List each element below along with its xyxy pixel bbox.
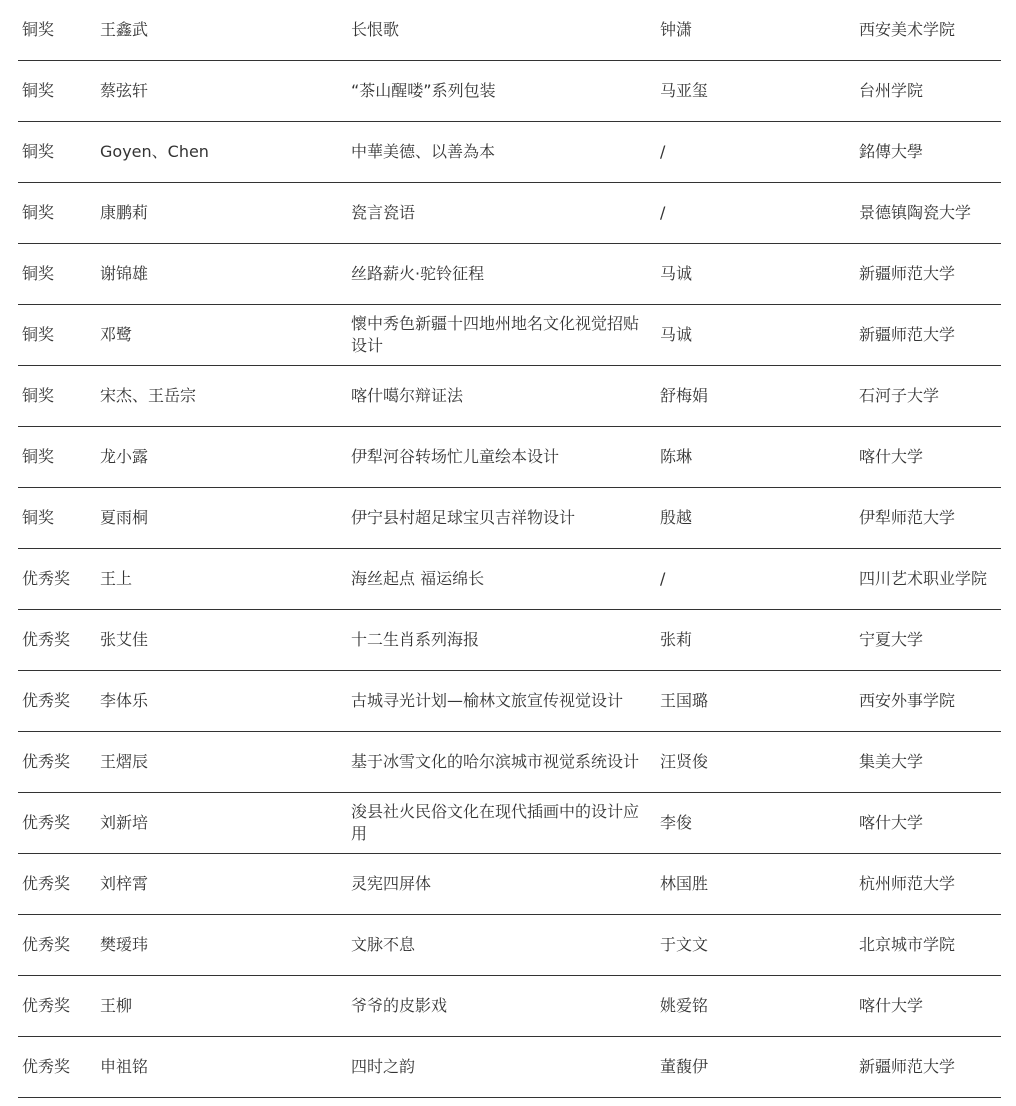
work-cell: 丝路薪火·驼铃征程	[347, 244, 656, 305]
author-cell: 蔡弦轩	[96, 61, 347, 122]
author-cell: 刘新培	[96, 793, 347, 854]
teacher-cell: 汪贤俊	[656, 732, 855, 793]
table-row	[18, 976, 1001, 1037]
award-cell: 铜奖	[18, 488, 96, 549]
work-cell: 四时之韵	[347, 1037, 656, 1098]
award-cell: 铜奖	[18, 122, 96, 183]
award-cell: 铜奖	[18, 427, 96, 488]
author-cell: 樊瑷玮	[96, 915, 347, 976]
award-cell: 铜奖	[18, 305, 96, 366]
teacher-cell: 舒梅娟	[656, 366, 855, 427]
work-cell: 懷中秀色新疆十四地州地名文化视觉招贴设计	[347, 305, 656, 366]
award-cell: 铜奖	[18, 366, 96, 427]
school-cell: 新疆师范大学	[855, 305, 1001, 366]
school-cell: 西安外事学院	[855, 671, 1001, 732]
teacher-cell: 马亚玺	[656, 61, 855, 122]
table-row	[18, 0, 1001, 61]
award-cell: 铜奖	[18, 183, 96, 244]
work-cell: 十二生肖系列海报	[347, 610, 656, 671]
teacher-cell: /	[656, 549, 855, 610]
school-cell: 杭州师范大学	[855, 854, 1001, 915]
award-cell: 优秀奖	[18, 732, 96, 793]
work-cell: 伊犁河谷转场忙儿童绘本设计	[347, 427, 656, 488]
school-cell: 宁夏大学	[855, 610, 1001, 671]
teacher-cell: 林国胜	[656, 854, 855, 915]
author-cell: 李体乐	[96, 671, 347, 732]
award-cell: 优秀奖	[18, 976, 96, 1037]
teacher-cell: 姚爱铭	[656, 976, 855, 1037]
school-cell: 銘傳大學	[855, 122, 1001, 183]
school-cell: 石河子大学	[855, 366, 1001, 427]
award-cell: 优秀奖	[18, 1037, 96, 1098]
work-cell: 中華美德、以善為本	[347, 122, 656, 183]
award-cell: 优秀奖	[18, 549, 96, 610]
table-row	[18, 854, 1001, 915]
table-row	[18, 183, 1001, 244]
work-cell: 灵宪四屏体	[347, 854, 656, 915]
work-cell: “茶山醒喽”系列包装	[347, 61, 656, 122]
work-cell: 瓷言瓷语	[347, 183, 656, 244]
awards-table	[18, 0, 1001, 1098]
author-cell: 谢锦雄	[96, 244, 347, 305]
work-cell: 文脉不息	[347, 915, 656, 976]
school-cell: 西安美术学院	[855, 0, 1001, 61]
awards-table-body	[18, 0, 1001, 1098]
table-row	[18, 305, 1001, 366]
author-cell: 王上	[96, 549, 347, 610]
table-row	[18, 61, 1001, 122]
table-row	[18, 427, 1001, 488]
school-cell: 四川艺术职业学院	[855, 549, 1001, 610]
table-row	[18, 244, 1001, 305]
award-cell: 铜奖	[18, 244, 96, 305]
teacher-cell: 张莉	[656, 610, 855, 671]
work-cell: 伊宁县村超足球宝贝吉祥物设计	[347, 488, 656, 549]
school-cell: 喀什大学	[855, 976, 1001, 1037]
author-cell: 夏雨桐	[96, 488, 347, 549]
school-cell: 喀什大学	[855, 793, 1001, 854]
table-row	[18, 122, 1001, 183]
work-cell: 古城寻光计划—榆林文旅宣传视觉设计	[347, 671, 656, 732]
author-cell: 刘梓霄	[96, 854, 347, 915]
award-cell: 优秀奖	[18, 854, 96, 915]
school-cell: 集美大学	[855, 732, 1001, 793]
author-cell: 龙小露	[96, 427, 347, 488]
award-cell: 铜奖	[18, 0, 96, 61]
teacher-cell: 钟潇	[656, 0, 855, 61]
school-cell: 新疆师范大学	[855, 244, 1001, 305]
author-cell: 申祖铭	[96, 1037, 347, 1098]
author-cell: 邓鹭	[96, 305, 347, 366]
table-row	[18, 732, 1001, 793]
teacher-cell: /	[656, 183, 855, 244]
author-cell: Goyen、Chen	[96, 122, 347, 183]
school-cell: 景德镇陶瓷大学	[855, 183, 1001, 244]
teacher-cell: 马诚	[656, 244, 855, 305]
award-cell: 优秀奖	[18, 915, 96, 976]
teacher-cell: 王国璐	[656, 671, 855, 732]
award-cell: 优秀奖	[18, 793, 96, 854]
table-row	[18, 1037, 1001, 1098]
author-cell: 王熠辰	[96, 732, 347, 793]
table-row	[18, 671, 1001, 732]
teacher-cell: 于文文	[656, 915, 855, 976]
award-cell: 优秀奖	[18, 610, 96, 671]
teacher-cell: 殷越	[656, 488, 855, 549]
author-cell: 康鹏莉	[96, 183, 347, 244]
teacher-cell: /	[656, 122, 855, 183]
school-cell: 伊犁师范大学	[855, 488, 1001, 549]
author-cell: 宋杰、王岳宗	[96, 366, 347, 427]
table-row	[18, 793, 1001, 854]
work-cell: 海丝起点 福运绵长	[347, 549, 656, 610]
award-cell: 优秀奖	[18, 671, 96, 732]
award-cell: 铜奖	[18, 61, 96, 122]
author-cell: 王鑫武	[96, 0, 347, 61]
school-cell: 台州学院	[855, 61, 1001, 122]
table-row	[18, 549, 1001, 610]
author-cell: 张艾佳	[96, 610, 347, 671]
school-cell: 喀什大学	[855, 427, 1001, 488]
teacher-cell: 董馥伊	[656, 1037, 855, 1098]
teacher-cell: 马诚	[656, 305, 855, 366]
work-cell: 喀什噶尔辩证法	[347, 366, 656, 427]
school-cell: 北京城市学院	[855, 915, 1001, 976]
work-cell: 爷爷的皮影戏	[347, 976, 656, 1037]
work-cell: 基于冰雪文化的哈尔滨城市视觉系统设计	[347, 732, 656, 793]
table-row	[18, 915, 1001, 976]
table-row	[18, 610, 1001, 671]
author-cell: 王柳	[96, 976, 347, 1037]
work-cell: 长恨歌	[347, 0, 656, 61]
work-cell: 浚县社火民俗文化在现代插画中的设计应用	[347, 793, 656, 854]
teacher-cell: 陈琳	[656, 427, 855, 488]
school-cell: 新疆师范大学	[855, 1037, 1001, 1098]
table-row	[18, 488, 1001, 549]
teacher-cell: 李俊	[656, 793, 855, 854]
table-row	[18, 366, 1001, 427]
